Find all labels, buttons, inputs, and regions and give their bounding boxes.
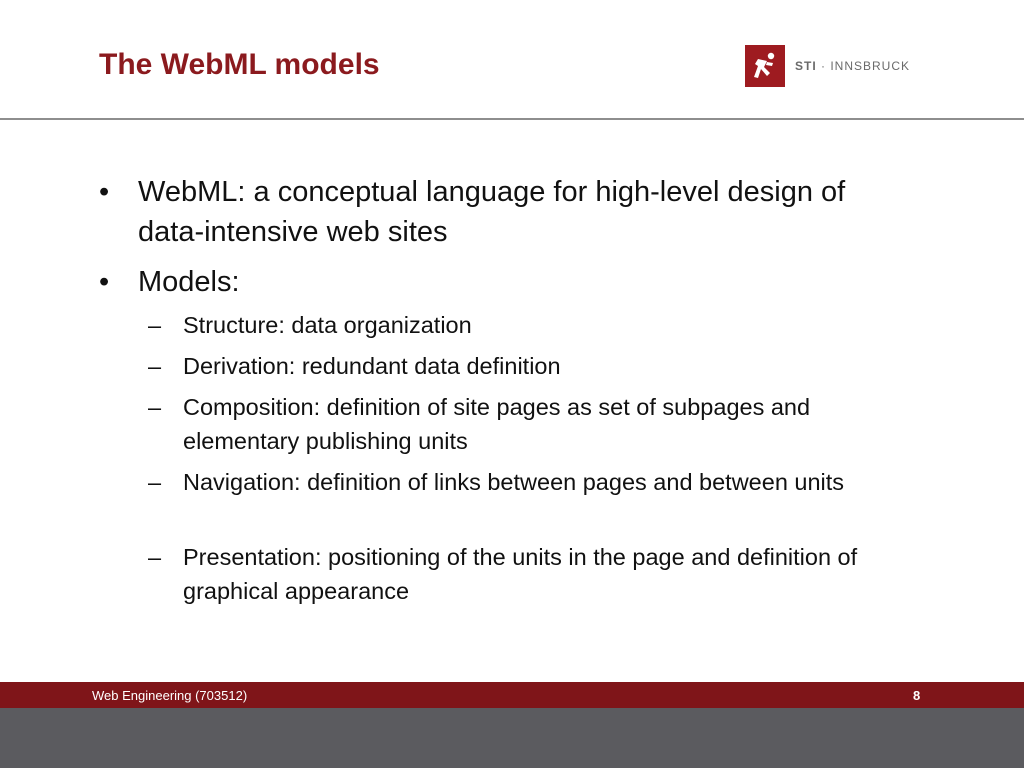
footer-course-label: Web Engineering (703512) — [92, 688, 248, 703]
bullet-marker: • — [99, 266, 110, 298]
bullet-text: Models: — [138, 266, 240, 298]
bullet-item — [99, 172, 859, 252]
header-divider — [0, 118, 1024, 120]
sub-bullet-item — [148, 540, 868, 608]
logo-org: INNSBRUCK — [830, 59, 911, 73]
page-number: 8 — [913, 688, 921, 703]
bullet-item — [99, 262, 859, 302]
sti-figure-icon — [745, 45, 785, 87]
sub-bullet-text: Derivation: redundant data definition — [183, 353, 561, 379]
slide-title: The WebML models — [99, 48, 380, 81]
sub-bullet-item — [148, 465, 928, 499]
sub-bullet-marker: – — [148, 353, 162, 379]
sub-bullet-text: Presentation: positioning of the units in the page and definition of graphical appearance — [183, 544, 858, 604]
sub-bullet-marker: – — [148, 544, 162, 570]
bullet-text: WebML: a conceptual language for high-level design of data-intensive web sites — [138, 176, 846, 248]
footer-bar — [0, 682, 1024, 708]
sub-bullet-marker: – — [148, 394, 162, 420]
sub-bullet-text: Navigation: definition of links between pages and between units — [183, 469, 845, 495]
sti-innsbruck-logo — [745, 45, 910, 87]
sub-bullet-item — [148, 349, 928, 383]
sub-bullet-text: Structure: data organization — [183, 312, 472, 338]
sub-bullet-text: Composition: definition of site pages as set of subpages and elementary publishing units — [183, 394, 811, 454]
slide-header — [0, 0, 1024, 120]
logo-separator: · — [816, 59, 831, 73]
logo-wordmark — [795, 59, 910, 73]
sub-bullet-item — [148, 390, 878, 458]
sub-bullet-marker: – — [148, 469, 162, 495]
sub-bullet-item — [148, 308, 928, 342]
bullet-marker: • — [99, 176, 110, 208]
sub-bullet-marker: – — [148, 312, 162, 338]
bottom-band — [0, 708, 1024, 768]
logo-brand: STI — [795, 59, 817, 73]
